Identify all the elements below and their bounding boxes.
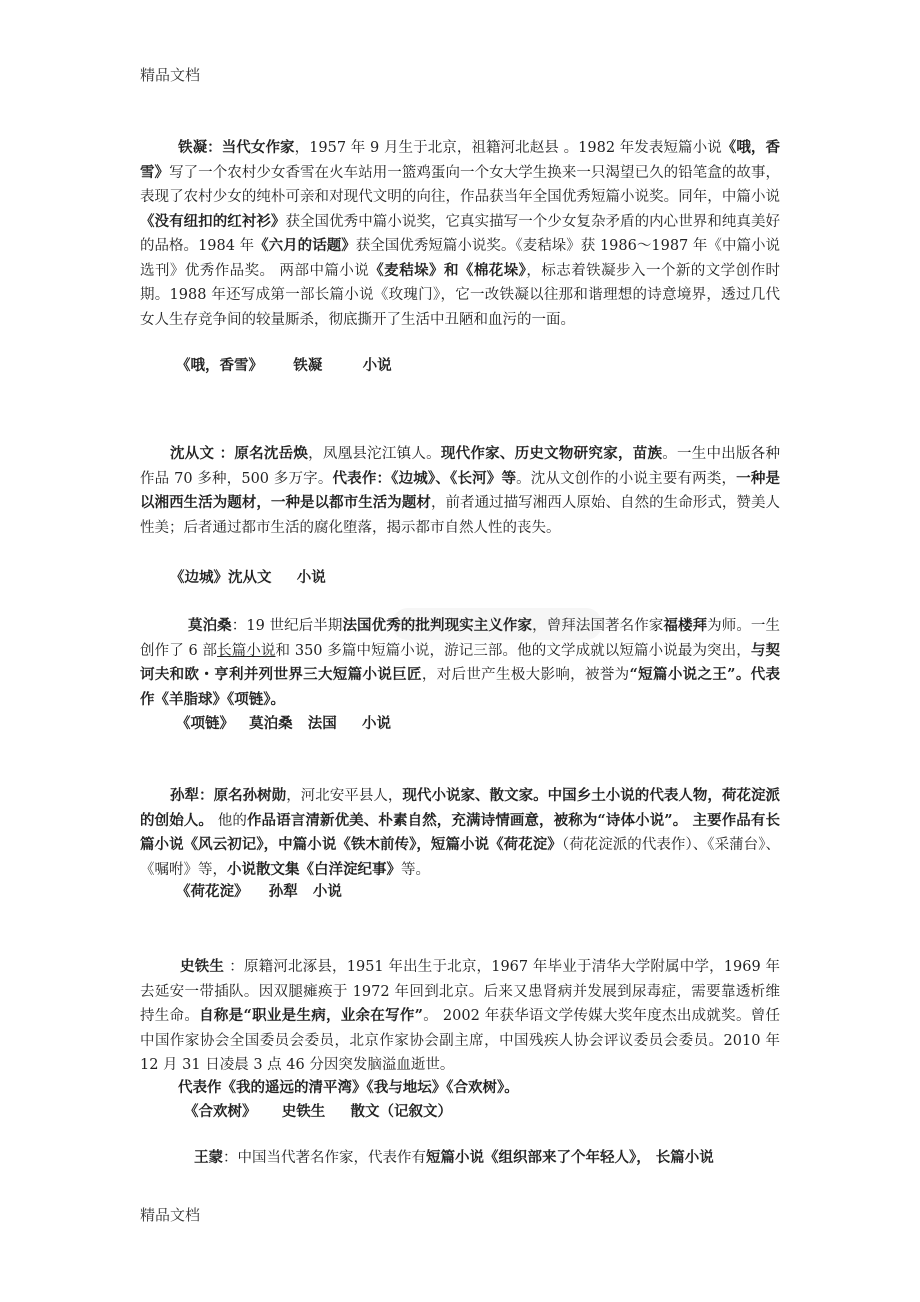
work-tag-maupassant: 《项链》 莫泊桑 法国 小说 bbox=[176, 715, 392, 732]
bio-sun-li bbox=[140, 784, 780, 882]
text-segment: 莫泊桑 bbox=[188, 617, 232, 634]
text-segment: 获全国优秀中篇小说奖，它真实描写一个少女复杂矛盾的内心世界和纯真美好的品格。1984 年 bbox=[140, 213, 781, 254]
text-segment: ：中国当代著名作家，代表作有 bbox=[223, 1150, 426, 1166]
bio-shi-tiesheng bbox=[140, 955, 780, 1078]
text-segment: 获全国优秀短篇小说奖。《麦秸垛》获 1986～1987 年《中篇小说选刊》优秀作品奖。 两部中篇小说 bbox=[140, 238, 781, 279]
text-segment: 与契诃夫和欧・亨利并列世界三大短篇小说巨匠 bbox=[140, 641, 780, 683]
text-segment: 为师。一生创作了 6 部 bbox=[140, 618, 781, 659]
text-segment: ，标志着铁凝步入一个新的文学创作时期。1988 年还写成第一部长篇小说《玫瑰门》，它一改铁凝以往那和谐理想的诗意境界，透过几代女人生存竞争间的较量厮杀，彻底撕开了生活中丑陋和血污的一面。 bbox=[140, 262, 781, 328]
text-segment: ，曾拜法国著名作家 bbox=[532, 618, 664, 634]
text-segment: 《六月的话题》 bbox=[254, 237, 356, 254]
page-header: 精品文档 bbox=[140, 66, 201, 84]
work-tag-tie-ning: 《哦，香雪》 铁凝 小说 bbox=[176, 357, 392, 374]
page-footer: 精品文档 bbox=[140, 1206, 201, 1224]
text-segment: ，1957 年 9 月生于北京，祖籍河北赵县 。1982 年发表短篇小说 bbox=[294, 140, 722, 156]
text-segment: 现代小说家、散文家。中国乡土小说的代表人物，荷花淀派的创始人。 bbox=[140, 787, 781, 829]
text-segment: 王蒙 bbox=[194, 1149, 223, 1166]
text-segment: 《麦秸垛》和《棉花垛》 bbox=[369, 261, 527, 279]
text-segment: 铁凝：当代女作家 bbox=[178, 139, 295, 156]
text-segment: 短篇小说《组织部来了个年轻人》， 长篇小说 bbox=[426, 1149, 714, 1166]
text-segment: 和 350 多篇中短篇小说，游记三部。他的文学成就以短篇小说最为突出， bbox=[275, 642, 751, 659]
text-segment: 。一生中出版各种作品 70 多种，500 多万字。 bbox=[140, 446, 781, 487]
text-segment: 等。 bbox=[401, 861, 430, 878]
text-segment: 。 2002 年获华语文学传媒大奖年度杰出成就奖。曾任中国作家协会全国委员会委员，北京作家协会副主席，中国残疾人协会评议委员会委员。2010 年 12 月 31 日凌晨 3 点 46 分因突发脑溢血逝世。 bbox=[140, 1008, 781, 1073]
text-segment: 自称是“职业是生病，业余在写作” bbox=[199, 1007, 423, 1024]
work-tag-sun-li: 《荷花淀》 孙犁 小说 bbox=[176, 883, 342, 900]
text-segment: 小说散文集《白洋淀纪事》 bbox=[227, 860, 401, 878]
bio-wang-meng bbox=[140, 1146, 780, 1171]
work-tag-shi-tiesheng: 《合欢树》 史铁生 散文（记叙文） bbox=[184, 1103, 452, 1120]
bio-maupassant bbox=[140, 614, 780, 712]
work-tag-shen-congwen: 《边城》沈从文 小说 bbox=[170, 569, 326, 586]
text-segment: 现代作家、历史文物研究家，苗族 bbox=[440, 445, 663, 462]
text-segment: 一种是以湘西生活为题材，一种是以都市生活为题材 bbox=[140, 469, 781, 511]
text-segment: ，凤凰县沱江镇人。 bbox=[308, 446, 441, 462]
text-segment: 。沈从文创作的小说主要有两类， bbox=[516, 470, 737, 487]
text-segment: ，河北安平县人， bbox=[286, 788, 403, 804]
text-segment: “短篇小说之王”。代表作《羊脂球》《项链》。 bbox=[140, 666, 781, 708]
text-segment: 作品语言清新优美、朴素自然，充满诗情画意，被称为“诗体小说”。 主要作品有长篇小说《风云初记》，中篇小说《铁木前传》，短篇小说《荷花淀》 bbox=[140, 811, 781, 853]
text-segment: 福楼拜 bbox=[663, 617, 708, 634]
representative-works-shi-tiesheng: 代表作《我的遥远的清平湾》《我与地坛》《合欢树》。 bbox=[178, 1079, 519, 1096]
text-segment: 《哦，香雪》 bbox=[140, 139, 781, 181]
text-segment: 写了一个农村少女香雪在火车站用一篮鸡蛋向一个女大学生换来一只渴望已久的铅笔盒的故事，表现了农村少女的纯朴可亲和对现代文明的向往，作品获当年全国优秀短篇小说奖。同年，中篇小说 bbox=[140, 164, 780, 205]
text-segment: （荷花淀派的代表作）、《采蒲台》、《嘱咐》等， bbox=[140, 837, 781, 878]
bio-tie-ning bbox=[140, 136, 780, 332]
text-segment: 沈从文 ：原名沈岳焕 bbox=[170, 445, 309, 462]
text-segment: 他的 bbox=[213, 812, 247, 829]
text-segment: 孙犁：原名孙树勋 bbox=[170, 787, 287, 804]
text-segment: 法国优秀的批判现实主义作家 bbox=[342, 617, 533, 634]
text-segment: 史铁生 bbox=[180, 958, 230, 975]
text-segment: ：19 世纪后半期 bbox=[231, 618, 343, 634]
bio-shen-congwen bbox=[140, 442, 780, 540]
text-segment: 长篇小说 bbox=[217, 642, 276, 659]
text-segment: 代表作：《边城》、《长河》等 bbox=[332, 469, 517, 487]
text-segment: ，前者通过描写湘西人原始、自然的生命形式，赞美人性美；后者通过都市生活的腐化堕落，揭示都市自然人性的丧失。 bbox=[140, 495, 781, 536]
text-segment: ，对后世产生极大影响，被誉为 bbox=[421, 667, 630, 683]
text-segment: ：原籍河北涿县，1951 年出生于北京，1967 年毕业于清华大学附属中学，1969 年去延安一带插队。因双腿瘫痪于 1972 年回到北京。后来又患肾病并发展到尿毒症，需要靠透析维持生命。 bbox=[140, 959, 780, 1024]
text-segment: 《没有纽扣的红衬衫》 bbox=[140, 212, 286, 230]
